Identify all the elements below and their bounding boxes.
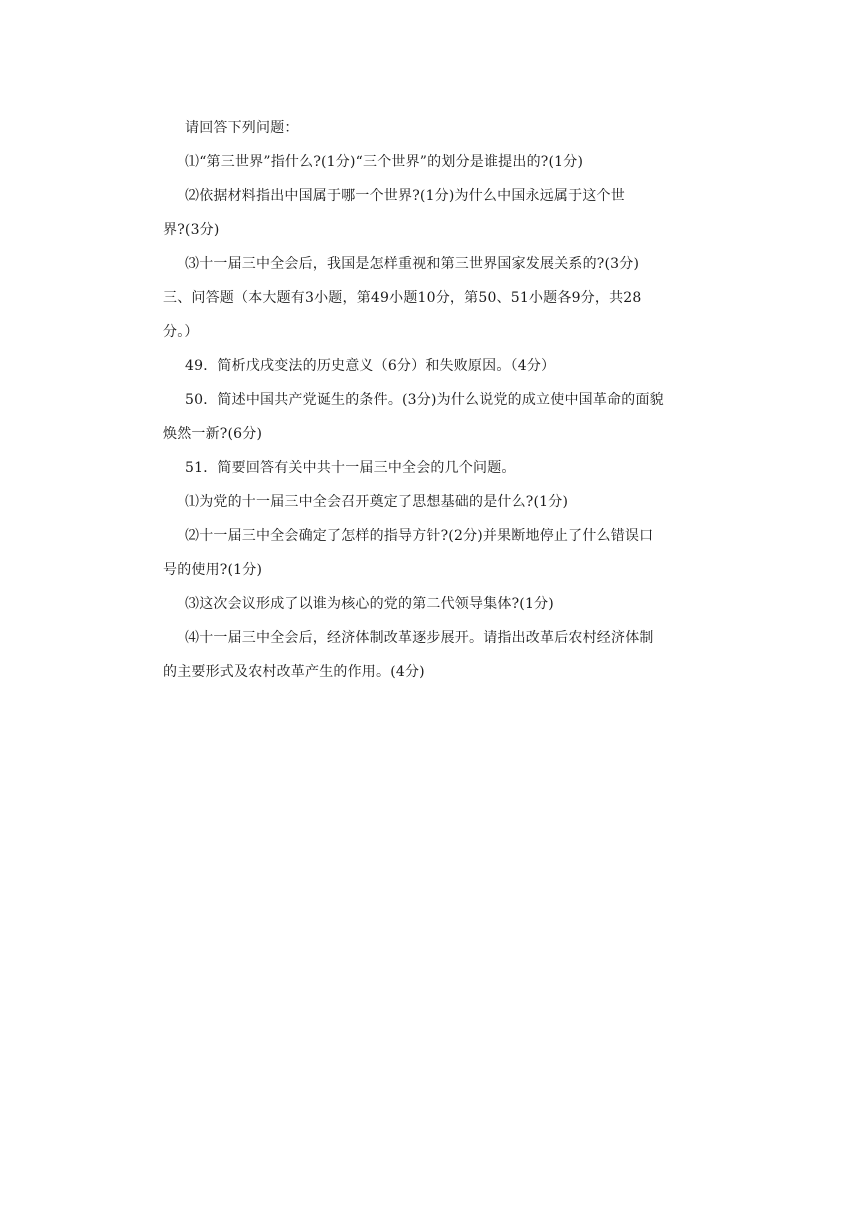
question-51-part-4: ⑷十一届三中全会后，经济体制改革逐步展开。请指出改革后农村经济体制: [185, 630, 654, 646]
question-51-part-2: ⑵十一届三中全会确定了怎样的指导方针?(2分)并果断地停止了什么错误口: [185, 528, 654, 544]
instruction-line: 请回答下列问题：: [185, 120, 299, 136]
section-heading: 三、问答题（本大题有3小题，第49小题10分，第50、51小题各9分，共28: [163, 290, 642, 306]
question-50-continued: 焕然一新?(6分): [163, 426, 263, 442]
sub-question-2: ⑵依据材料指出中国属于哪一个世界?(1分)为什么中国永远属于这个世: [185, 188, 625, 204]
question-49: 49．简析戊戌变法的历史意义（6分）和失败原因。（4分）: [185, 358, 556, 374]
question-51-part-3: ⑶这次会议形成了以谁为核心的党的第二代领导集体?(1分): [185, 596, 554, 612]
question-51-part-4-continued: 的主要形式及农村改革产生的作用。(4分): [163, 664, 425, 680]
question-text-block: [163, 111, 708, 689]
section-heading-continued: 分。）: [163, 324, 199, 340]
question-51-part-2-continued: 号的使用?(1分): [163, 562, 263, 578]
sub-question-3: ⑶十一届三中全会后，我国是怎样重视和第三世界国家发展关系的?(3分): [185, 256, 640, 272]
question-51-part-1: ⑴为党的十一届三中全会召开奠定了思想基础的是什么?(1分): [185, 494, 569, 510]
question-50: 50．简述中国共产党诞生的条件。(3分)为什么说党的成立使中国革命的面貌: [185, 392, 664, 408]
question-51: 51．简要回答有关中共十一届三中全会的几个问题。: [185, 460, 516, 476]
sub-question-2-continued: 界?(3分): [163, 222, 220, 238]
sub-question-1: ⑴“第三世界”指什么?(1分)“三个世界”的划分是谁提出的?(1分): [185, 154, 584, 170]
